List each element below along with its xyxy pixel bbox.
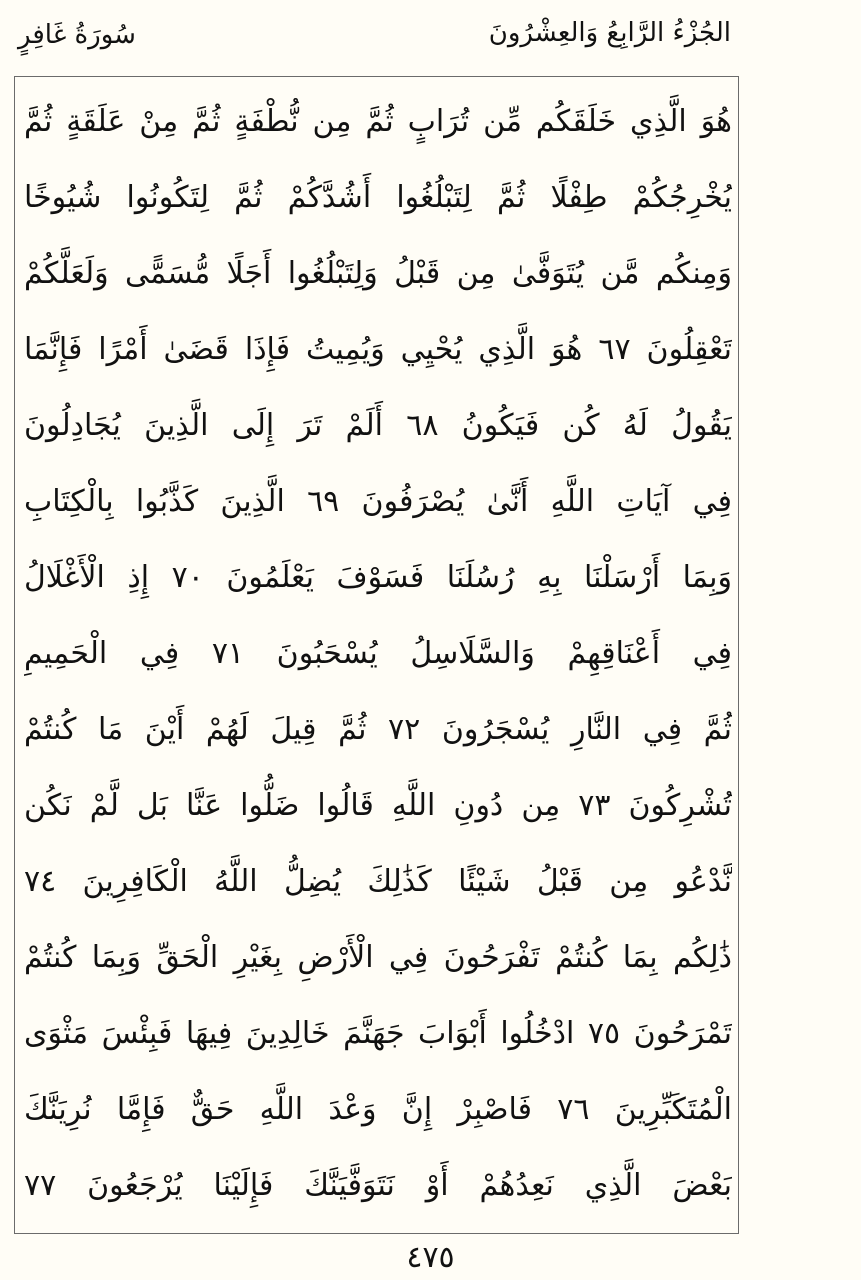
text-line: نَّدْعُو مِن قَبْلُ شَيْئًا كَذَٰلِكَ يُضِلُّ اللَّهُ الْكَافِرِينَ ٧٤ [24,864,732,899]
text-line: تَعْقِلُونَ ٦٧ هُوَ الَّذِي يُحْيِي وَيُمِيتُ فَإِذَا قَضَىٰ أَمْرًا فَإِنَّمَا [24,332,732,367]
text-line: يَقُولُ لَهُ كُن فَيَكُونُ ٦٨ أَلَمْ تَرَ إِلَى الَّذِينَ يُجَادِلُونَ [24,408,732,443]
text-line: وَمِنكُم مَّن يُتَوَفَّىٰ مِن قَبْلُ وَلِتَبْلُغُوا أَجَلًا مُّسَمًّى وَلَعَلَّكُمْ [24,256,732,291]
text-line: ثُمَّ فِي النَّارِ يُسْجَرُونَ ٧٢ ثُمَّ قِيلَ لَهُمْ أَيْنَ مَا كُنتُمْ [24,712,732,747]
text-line: يُخْرِجُكُمْ طِفْلًا ثُمَّ لِتَبْلُغُوا أَشُدَّكُمْ ثُمَّ لِتَكُونُوا شُيُوخًا [24,180,732,215]
text-line: هُوَ الَّذِي خَلَقَكُم مِّن تُرَابٍ ثُمَّ مِن نُّطْفَةٍ ثُمَّ مِنْ عَلَقَةٍ ثُمَّ [24,104,732,139]
text-line: فِي آيَاتِ اللَّهِ أَنَّىٰ يُصْرَفُونَ ٦٩ الَّذِينَ كَذَّبُوا بِالْكِتَابِ [24,484,732,519]
text-line: تَمْرَحُونَ ٧٥ ادْخُلُوا أَبْوَابَ جَهَنَّمَ خَالِدِينَ فِيهَا فَبِئْسَ مَثْوَى [24,1016,732,1051]
text-line: ذَٰلِكُم بِمَا كُنتُمْ تَفْرَحُونَ فِي الْأَرْضِ بِغَيْرِ الْحَقِّ وَبِمَا كُنتُمْ [24,940,732,975]
juz-name: الجُزْءُ الرَّابِعُ وَالعِشْرُونَ [488,18,731,48]
text-line: بَعْضَ الَّذِي نَعِدُهُمْ أَوْ نَتَوَفَّيَنَّكَ فَإِلَيْنَا يُرْجَعُونَ ٧٧ [24,1168,732,1203]
text-line: فِي أَعْنَاقِهِمْ وَالسَّلَاسِلُ يُسْحَبُونَ ٧١ فِي الْحَمِيمِ [24,636,732,671]
text-line: الْمُتَكَبِّرِينَ ٧٦ فَاصْبِرْ إِنَّ وَعْدَ اللَّهِ حَقٌّ فَإِمَّا نُرِيَنَّكَ [24,1092,732,1127]
text-line: وَبِمَا أَرْسَلْنَا بِهِ رُسُلَنَا فَسَوْفَ يَعْلَمُونَ ٧٠ إِذِ الْأَغْلَالُ [24,560,732,595]
page-header [0,0,861,72]
surah-name: سُورَةُ غَافِرٍ [18,20,136,50]
page-number: ٤٧٥ [406,1240,455,1275]
quran-text [24,86,732,1226]
text-line: تُشْرِكُونَ ٧٣ مِن دُونِ اللَّهِ قَالُوا ضَلُّوا عَنَّا بَل لَّمْ نَكُن [24,788,732,823]
